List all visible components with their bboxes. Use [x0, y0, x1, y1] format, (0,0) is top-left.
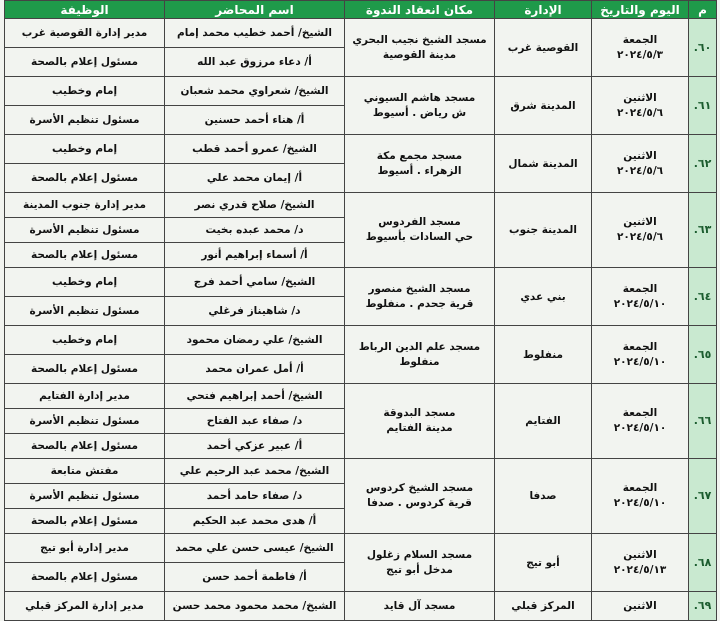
administration-cell: صدفا — [495, 459, 592, 534]
venue-line: مسجد علم الدين الرباط — [358, 340, 481, 353]
venue-cell — [345, 77, 495, 135]
schedule-body — [5, 19, 717, 621]
venue-cell — [345, 592, 495, 621]
lecturer-cell: د/ شاهيناز فرغلي — [165, 297, 345, 326]
day-text: الجمعة — [622, 340, 658, 353]
administration-cell: منفلوط — [495, 326, 592, 384]
administration-cell: المدينة جنوب — [495, 193, 592, 268]
job-cell: مسئول إعلام بالصحة — [5, 563, 165, 592]
header-lecturer: اسم المحاضر — [165, 1, 345, 19]
venue-cell — [345, 326, 495, 384]
job-cell: إمام وخطيب — [5, 135, 165, 164]
row-number: ٦٦. — [689, 384, 717, 459]
lecturer-cell: الشيخ/ سامي أحمد فرج — [165, 268, 345, 297]
header-job: الوظيفة — [5, 1, 165, 19]
date-text: ٢٠٢٤/٥/٦ — [616, 231, 664, 243]
day-text: الجمعة — [622, 33, 658, 46]
day-date-cell — [592, 384, 689, 459]
lecturer-cell: أ/ فاطمة أحمد حسن — [165, 563, 345, 592]
lecturer-cell: د/ صفاء عبد الفتاح — [165, 409, 345, 434]
header-admin: الإدارة — [495, 1, 592, 19]
row-number: ٦١. — [689, 77, 717, 135]
job-cell: مسئول تنظيم الأسرة — [5, 409, 165, 434]
table-row — [5, 268, 717, 297]
job-cell: مسئول إعلام بالصحة — [5, 164, 165, 193]
day-date-cell — [592, 77, 689, 135]
header-venue: مكان انعقاد الندوة — [345, 1, 495, 19]
job-cell: مسئول إعلام بالصحة — [5, 48, 165, 77]
day-date-cell — [592, 135, 689, 193]
day-text: الاثنين — [623, 216, 657, 228]
job-cell: مفتش متابعة — [5, 459, 165, 484]
administration-cell: المدينة شرق — [495, 77, 592, 135]
venue-line: مسجد الشيخ نجيب البحري — [352, 33, 487, 46]
job-cell: مدير إدارة أبو تيج — [5, 534, 165, 563]
job-cell: مسئول تنظيم الأسرة — [5, 106, 165, 135]
row-number: ٦٣. — [689, 193, 717, 268]
venue-line: مسجد السلام زغلول — [366, 548, 473, 561]
day-text: الاثنين — [623, 599, 657, 612]
venue-line: قرية كردوس . صدفا — [367, 497, 472, 509]
lecturer-cell: الشيخ/ أحمد إبراهيم فتحي — [165, 384, 345, 409]
venue-line: ش رياض . أسيوط — [372, 106, 467, 119]
header-row — [5, 1, 717, 19]
day-date-cell — [592, 459, 689, 534]
venue-line: مسجد الشيخ كردوس — [365, 482, 474, 494]
job-cell: مدير إدارة الفتايم — [5, 384, 165, 409]
date-text: ٢٠٢٤/٥/١٠ — [613, 497, 667, 509]
lecturer-cell: أ/ دعاء مرزوق عبد الله — [165, 48, 345, 77]
job-cell: مسئول إعلام بالصحة — [5, 355, 165, 384]
lecturer-cell: الشيخ/ أحمد خطيب محمد إمام — [165, 19, 345, 48]
day-date-cell — [592, 534, 689, 592]
lecturer-cell: أ/ هناء أحمد حسنين — [165, 106, 345, 135]
venue-line: مدينة الفتايم — [386, 422, 453, 434]
date-text: ٢٠٢٤/٥/٣ — [616, 48, 664, 61]
lecturer-cell: الشيخ/ عمرو أحمد قطب — [165, 135, 345, 164]
date-text: ٢٠٢٤/٥/١٣ — [613, 563, 667, 576]
table-row — [5, 135, 717, 164]
venue-line: مدخل أبو تيج — [386, 563, 453, 576]
job-cell: مسئول تنظيم الأسرة — [5, 218, 165, 243]
lecturer-cell: الشيخ/ عيسى حسن علي محمد — [165, 534, 345, 563]
day-text: الجمعة — [622, 482, 658, 494]
venue-cell — [345, 193, 495, 268]
date-text: ٢٠٢٤/٥/١٠ — [613, 355, 667, 368]
administration-cell: بني عدي — [495, 268, 592, 326]
venue-cell — [345, 534, 495, 592]
venue-line: مسجد هاشم السيوني — [363, 91, 476, 104]
table-row — [5, 534, 717, 563]
day-text: الاثنين — [623, 548, 657, 561]
lecturer-cell: د/ صفاء حامد أحمد — [165, 484, 345, 509]
table-row — [5, 19, 717, 48]
table-row — [5, 459, 717, 484]
venue-line: مسجد الفردوس — [378, 216, 461, 228]
day-date-cell — [592, 268, 689, 326]
job-cell: مسئول إعلام بالصحة — [5, 509, 165, 534]
lecturer-cell: الشيخ/ صلاح قدري نصر — [165, 193, 345, 218]
date-text: ٢٠٢٤/٥/٦ — [616, 106, 664, 119]
row-number: ٦٨. — [689, 534, 717, 592]
venue-line: مسجد مجمع مكة — [376, 149, 463, 162]
date-text: ٢٠٢٤/٥/١٠ — [613, 297, 667, 310]
lecturer-cell: أ/ أمل عمران محمد — [165, 355, 345, 384]
table-row — [5, 326, 717, 355]
seminar-schedule-page — [4, 0, 716, 612]
administration-cell: أبو تيج — [495, 534, 592, 592]
lecturer-cell: أ/ أسماء إبراهيم أنور — [165, 243, 345, 268]
venue-cell — [345, 268, 495, 326]
job-cell: مسئول إعلام بالصحة — [5, 243, 165, 268]
day-date-cell — [592, 193, 689, 268]
venue-cell — [345, 459, 495, 534]
lecturer-cell: د/ محمد عبده بخيت — [165, 218, 345, 243]
venue-line: مدينة القوصية — [382, 48, 457, 61]
venue-line: قرية جحدم . منفلوط — [365, 297, 474, 310]
venue-line: منفلوط — [399, 355, 440, 368]
row-number: ٦٤. — [689, 268, 717, 326]
lecturer-cell: أ/ إيمان محمد علي — [165, 164, 345, 193]
venue-line: حي السادات بأسيوط — [365, 231, 474, 243]
day-text: الاثنين — [623, 149, 657, 162]
job-cell: إمام وخطيب — [5, 326, 165, 355]
day-date-cell — [592, 326, 689, 384]
job-cell: مسئول تنظيم الأسرة — [5, 484, 165, 509]
venue-line: مسجد آل قايد — [383, 599, 456, 612]
day-date-cell — [592, 592, 689, 621]
job-cell: مدير إدارة جنوب المدينة — [5, 193, 165, 218]
venue-line: مسجد البدوقة — [383, 407, 456, 419]
venue-line: مسجد الشيخ منصور — [368, 282, 471, 295]
day-text: الجمعة — [622, 282, 658, 295]
row-number: ٦٧. — [689, 459, 717, 534]
job-cell: إمام وخطيب — [5, 268, 165, 297]
date-text: ٢٠٢٤/٥/٦ — [616, 164, 664, 177]
job-cell: مدير إدارة القوصية غرب — [5, 19, 165, 48]
header-day-date: اليوم والتاريخ — [592, 1, 689, 19]
day-date-cell — [592, 19, 689, 77]
venue-cell — [345, 19, 495, 77]
row-number: ٦٠. — [689, 19, 717, 77]
header-num: م — [689, 1, 717, 19]
administration-cell: المركز قبلي — [495, 592, 592, 621]
job-cell: مسئول تنظيم الأسرة — [5, 297, 165, 326]
venue-cell — [345, 135, 495, 193]
job-cell: إمام وخطيب — [5, 77, 165, 106]
table-row — [5, 77, 717, 106]
venue-cell — [345, 384, 495, 459]
job-cell: مدير إدارة المركز قبلي — [5, 592, 165, 621]
table-row — [5, 384, 717, 409]
lecturer-cell: الشيخ/ شعراوي محمد شعبان — [165, 77, 345, 106]
day-text: الاثنين — [623, 91, 657, 104]
row-number: ٦٥. — [689, 326, 717, 384]
date-text: ٢٠٢٤/٥/١٠ — [613, 422, 667, 434]
lecturer-cell: الشيخ/ محمد عبد الرحيم علي — [165, 459, 345, 484]
day-text: الجمعة — [622, 407, 658, 419]
table-row — [5, 592, 717, 621]
administration-cell: القوصية غرب — [495, 19, 592, 77]
venue-line: الزهراء . أسيوط — [377, 164, 462, 177]
row-number: ٦٢. — [689, 135, 717, 193]
table-row — [5, 193, 717, 218]
lecturer-cell: الشيخ/ علي رمضان محمود — [165, 326, 345, 355]
administration-cell: المدينة شمال — [495, 135, 592, 193]
job-cell: مسئول إعلام بالصحة — [5, 434, 165, 459]
seminar-schedule-table — [4, 0, 717, 621]
lecturer-cell: أ/ هدى محمد عبد الحكيم — [165, 509, 345, 534]
lecturer-cell: الشيخ/ محمد محمود محمد حسن — [165, 592, 345, 621]
row-number: ٦٩. — [689, 592, 717, 621]
lecturer-cell: أ/ عبير عزكي أحمد — [165, 434, 345, 459]
administration-cell: الفتايم — [495, 384, 592, 459]
